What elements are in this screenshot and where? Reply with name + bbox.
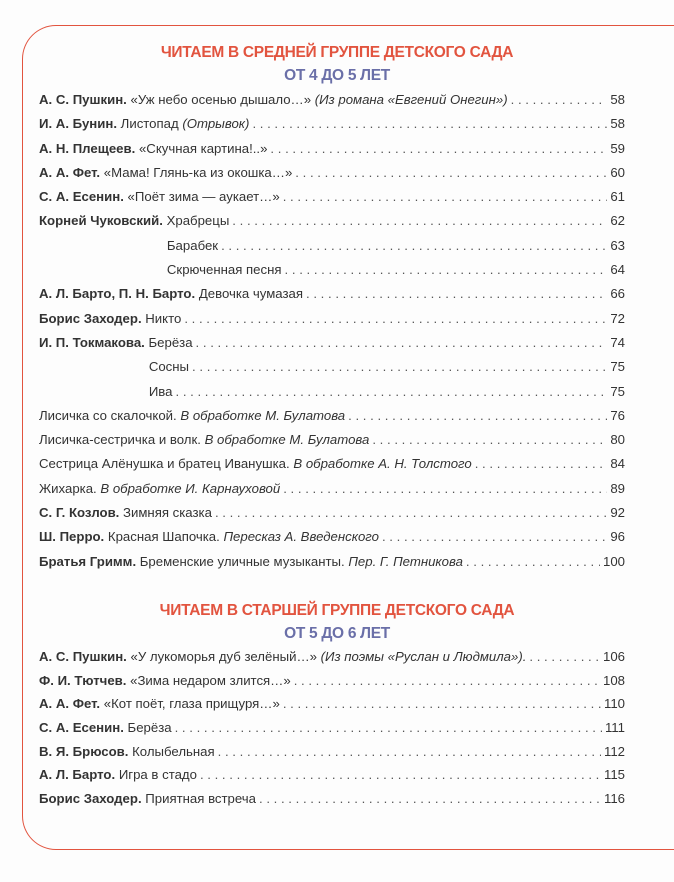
toc-entry[interactable] (39, 165, 625, 189)
leader-dots (218, 744, 601, 759)
entry-title: Жихарка. (39, 480, 97, 496)
leader-dots (306, 286, 607, 301)
entry-title: «Поёт зима — аукает…» (127, 189, 280, 205)
entry-page-number: 111 (604, 720, 625, 736)
entry-title: «У лукоморья дуб зелёный…» (130, 649, 317, 664)
entry-title: Приятная встреча (145, 791, 256, 807)
entry-author: Борис Заходер. (39, 310, 142, 326)
entry-text (149, 384, 173, 399)
leader-dots (196, 335, 608, 350)
entry-page-number: 76 (610, 407, 625, 423)
entry-title: Сестрица Алёнушка и братец Иванушка. (39, 456, 290, 472)
entry-text (39, 141, 267, 156)
entry-page-number: 62 (610, 213, 625, 229)
entry-note: (Отрывок) (182, 116, 250, 132)
toc-entry[interactable] (39, 262, 625, 286)
entry-title: Зимняя сказка (123, 505, 212, 521)
toc-entry[interactable] (39, 673, 625, 697)
toc-entry[interactable] (39, 335, 625, 359)
entry-title: Берёза (127, 720, 172, 736)
entry-text (39, 311, 181, 326)
entry-page-number: 112 (603, 743, 625, 759)
entry-page-number: 64 (610, 262, 625, 278)
leader-dots (466, 554, 600, 569)
toc-entry[interactable] (39, 432, 625, 456)
entry-title: Сосны (148, 359, 190, 375)
toc-entry[interactable] (39, 744, 625, 768)
entry-text (39, 791, 256, 806)
toc-entry[interactable] (39, 141, 625, 165)
section-1-subtitle: ОТ 4 ДО 5 ЛЕТ (284, 67, 390, 84)
leader-dots (348, 408, 607, 423)
entry-author: С. Г. Козлов. (39, 505, 120, 521)
leader-dots (192, 359, 607, 374)
entry-title: Ива (148, 383, 173, 399)
entry-note: В обработке А. Н. Толстого (293, 456, 472, 472)
entry-text (39, 673, 291, 688)
entry-text (39, 696, 280, 711)
leader-dots (475, 456, 608, 471)
entry-author: А. А. Фет. (39, 696, 101, 712)
entry-text (39, 286, 303, 301)
entry-note: Пер. Г. Петникова (348, 553, 463, 569)
entry-text (39, 767, 197, 782)
toc-entry[interactable] (39, 554, 625, 578)
leader-dots (283, 189, 608, 204)
toc-list-middle-group (39, 92, 625, 578)
entry-title: Лисичка-сестричка и волк. (39, 432, 201, 448)
entry-page-number: 110 (603, 696, 625, 712)
entry-title: «Кот поёт, глаза прищуря…» (103, 696, 280, 712)
toc-entry[interactable] (39, 408, 625, 432)
entry-author: Ф. И. Тютчев. (39, 672, 127, 688)
entry-page-number: 61 (610, 189, 625, 205)
entry-title: Бременские уличные музыканты. (139, 553, 345, 569)
entry-note: В обработке И. Карнауховой (100, 480, 281, 496)
entry-title: Красная Шапочка. (107, 529, 220, 545)
entry-title: «Мама! Глянь-ка из окошка…» (103, 164, 293, 180)
entry-page-number: 75 (610, 359, 625, 375)
entry-title: «Уж небо осенью дышало…» (130, 92, 312, 107)
leader-dots (259, 791, 601, 806)
toc-entry[interactable] (39, 311, 625, 335)
entry-page-number: 74 (610, 334, 625, 350)
entry-page-number: 63 (610, 237, 625, 253)
toc-entry[interactable] (39, 384, 625, 408)
leader-dots (283, 696, 601, 711)
entry-page-number: 96 (610, 529, 625, 545)
entry-title: Храбрецы (166, 213, 230, 229)
entry-text (39, 554, 463, 569)
entry-title: «Зима недаром злится…» (130, 672, 291, 688)
entry-page-number: 100 (602, 553, 625, 569)
entry-text (39, 505, 212, 520)
toc-entry[interactable] (39, 696, 625, 720)
entry-text (39, 649, 526, 664)
entry-text (39, 720, 172, 735)
entry-page-number: 89 (610, 480, 625, 496)
entry-author: А. А. Фет. (39, 164, 101, 180)
leader-dots (294, 673, 600, 688)
leader-dots (511, 92, 608, 107)
entry-note: (Из романа «Евгений Онегин») (314, 92, 508, 107)
entry-page-number: 72 (610, 310, 625, 326)
entry-title: Листопад (120, 116, 179, 132)
entry-text (39, 92, 508, 107)
entry-author: Корней Чуковский. (39, 213, 163, 229)
leader-dots (372, 432, 607, 447)
leader-dots (382, 529, 607, 544)
leader-dots (283, 481, 607, 496)
entry-page-number: 59 (610, 140, 625, 156)
entry-author: А. Л. Барто, П. Н. Барто. (39, 286, 196, 302)
leader-dots (270, 141, 607, 156)
entry-text (39, 335, 193, 350)
entry-author: И. П. Токмакова. (39, 334, 145, 350)
toc-entry[interactable] (39, 456, 625, 480)
entry-author: А. С. Пушкин. (39, 649, 127, 664)
entry-author: А. Л. Барто. (39, 767, 116, 783)
leader-dots (221, 238, 607, 253)
entry-text (39, 481, 280, 496)
entry-page-number: 66 (610, 286, 625, 302)
entry-page-number: 58 (610, 92, 625, 107)
toc-entry[interactable] (39, 359, 625, 383)
leader-dots (215, 505, 607, 520)
leader-dots (252, 116, 607, 131)
entry-author: Ш. Перро. (39, 529, 105, 545)
entry-title: «Скучная картина!..» (138, 140, 268, 156)
entry-author: А. Н. Плещеев. (39, 140, 136, 156)
entry-text (39, 116, 249, 131)
entry-author: В. Я. Брюсов. (39, 743, 129, 759)
entry-text (167, 238, 218, 253)
leader-dots (295, 165, 607, 180)
entry-text (167, 262, 282, 277)
entry-author: Братья Гримм. (39, 553, 137, 569)
entry-note: (Из поэмы «Руслан и Людмила»). (320, 649, 527, 664)
entry-text (149, 359, 189, 374)
section-2-subtitle: ОТ 5 ДО 6 ЛЕТ (284, 625, 390, 642)
entry-text (39, 432, 369, 447)
toc-entry[interactable] (39, 92, 625, 116)
entry-author: Борис Заходер. (39, 791, 142, 807)
leader-dots (176, 384, 608, 399)
entry-page-number: 108 (602, 672, 625, 688)
toc-entry[interactable] (39, 238, 625, 262)
entry-author: А. С. Пушкин. (39, 92, 127, 107)
entry-page-number: 92 (610, 505, 625, 521)
entry-page-number: 58 (610, 116, 625, 132)
toc-entry[interactable] (39, 767, 625, 791)
entry-title: Игра в стадо (118, 767, 197, 783)
entry-page-number: 115 (603, 767, 625, 783)
entry-title: Берёза (148, 334, 193, 350)
toc-entry[interactable] (39, 505, 625, 529)
entry-title: Лисичка со скалочкой. (39, 407, 177, 423)
toc-list-senior-group (39, 649, 625, 815)
entry-page-number: 84 (610, 456, 625, 472)
toc-entry[interactable] (39, 481, 625, 505)
leader-dots (184, 311, 607, 326)
entry-text (39, 165, 292, 180)
entry-title: Барабек (166, 237, 219, 253)
entry-title: Колыбельная (132, 743, 215, 759)
leader-dots (232, 213, 607, 228)
toc-entry[interactable] (39, 720, 625, 744)
entry-page-number: 80 (610, 432, 625, 448)
entry-author: И. А. Бунин. (39, 116, 117, 132)
toc-entry[interactable] (39, 791, 625, 815)
leader-dots (200, 767, 601, 782)
entry-note: Пересказ А. Введенского (223, 529, 379, 545)
entry-text (39, 456, 472, 471)
entry-text (39, 408, 345, 423)
toc-entry[interactable] (39, 529, 625, 553)
section-1-title: ЧИТАЕМ В СРЕДНЕЙ ГРУППЕ ДЕТСКОГО САДА (160, 44, 514, 61)
entry-title: Девочка чумазая (198, 286, 304, 302)
entry-text (39, 189, 280, 204)
entry-author: С. А. Есенин. (39, 189, 124, 205)
entry-text (39, 529, 379, 544)
toc-entry[interactable] (39, 213, 625, 237)
leader-dots (175, 720, 602, 735)
entry-page-number: 60 (610, 164, 625, 180)
entry-author: С. А. Есенин. (39, 720, 124, 736)
section-2-title: ЧИТАЕМ В СТАРШЕЙ ГРУППЕ ДЕТСКОГО САДА (159, 602, 515, 619)
toc-entry[interactable] (39, 189, 625, 213)
entry-note: В обработке М. Булатова (204, 432, 370, 448)
entry-title: Никто (145, 310, 182, 326)
entry-page-number: 116 (603, 791, 625, 807)
entry-note: В обработке М. Булатова (180, 407, 346, 423)
entry-title: Скрюченная песня (166, 262, 282, 278)
toc-entry[interactable] (39, 286, 625, 310)
entry-page-number: 106 (602, 649, 625, 664)
toc-entry[interactable] (39, 116, 625, 140)
leader-dots (529, 649, 600, 664)
toc-entry[interactable] (39, 649, 625, 673)
entry-text (39, 213, 229, 228)
entry-page-number: 75 (610, 383, 625, 399)
entry-text (39, 744, 215, 759)
leader-dots (285, 262, 608, 277)
